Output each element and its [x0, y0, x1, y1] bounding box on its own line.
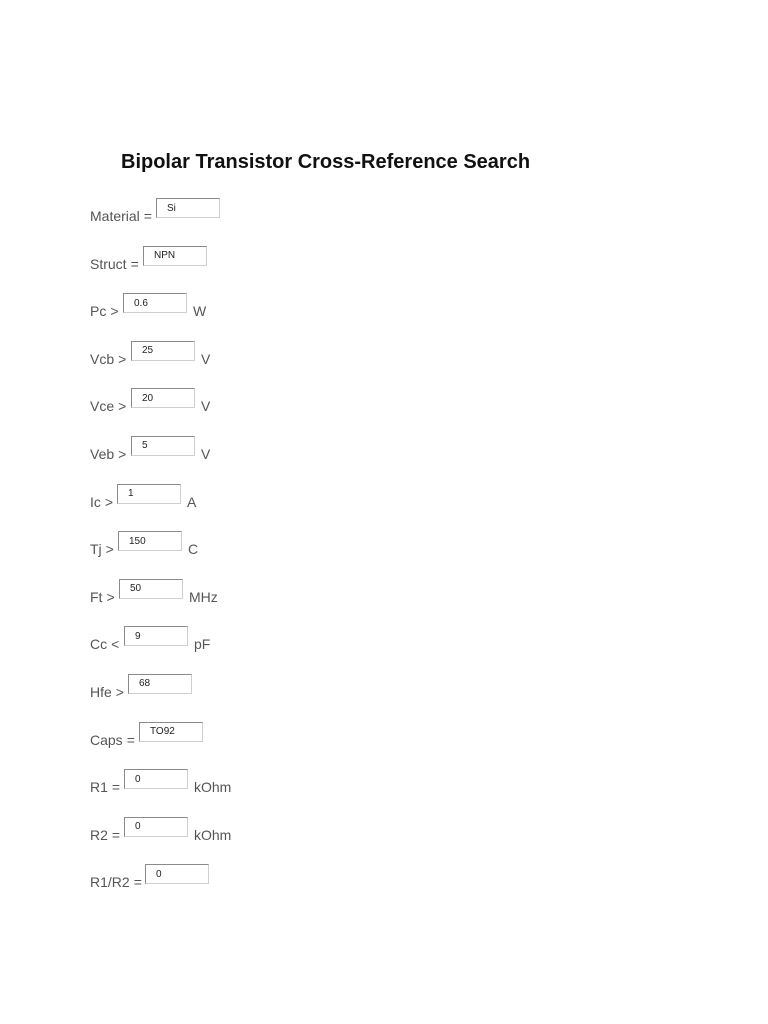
field-unit: W: [193, 303, 207, 320]
ft-input[interactable]: [119, 579, 183, 599]
field-operator: >: [118, 398, 127, 415]
r1-r2-ratio-input[interactable]: [145, 864, 209, 884]
r2-input[interactable]: [124, 817, 188, 837]
field-operator: >: [118, 445, 127, 462]
field-label: [90, 827, 120, 843]
field-label-name: R1/R2: [90, 874, 130, 891]
field-label-name: Material: [90, 208, 140, 224]
vcb-input[interactable]: [131, 341, 195, 361]
field-label-name: R1: [90, 779, 108, 796]
field-row-ic: [90, 482, 690, 530]
field-label-name: Hfe: [90, 683, 112, 700]
field-row-cc: [90, 624, 690, 672]
field-label: [90, 684, 124, 700]
material-input[interactable]: [156, 198, 220, 218]
field-unit: A: [187, 493, 197, 510]
field-label: [90, 398, 126, 414]
field-label: [90, 636, 119, 652]
field-operator: >: [115, 683, 124, 700]
field-operator: =: [130, 255, 139, 272]
field-label-name: Caps: [90, 731, 123, 748]
field-unit: MHz: [189, 588, 218, 605]
field-label: [90, 779, 120, 795]
caps-input[interactable]: [139, 722, 203, 742]
field-label-name: Vcb: [90, 350, 115, 367]
field-label-name: Ft: [90, 588, 103, 605]
cc-input[interactable]: [124, 626, 188, 646]
field-row-vce: [90, 386, 690, 434]
struct-input[interactable]: [143, 246, 207, 266]
field-row-caps: [90, 720, 690, 768]
field-label-name: Pc: [90, 303, 107, 320]
field-operator: =: [143, 208, 152, 224]
field-operator: <: [111, 636, 120, 653]
field-operator: >: [118, 350, 127, 367]
field-row-hfe: [90, 672, 690, 720]
field-unit: kOhm: [194, 826, 232, 843]
field-operator: >: [104, 493, 114, 510]
field-row-pc: [90, 291, 690, 339]
r1-input[interactable]: [124, 769, 188, 789]
field-label-name: Tj: [90, 541, 102, 558]
field-label-name: Ic: [90, 493, 101, 510]
field-label: [90, 494, 113, 510]
field-unit: C: [188, 541, 199, 558]
field-row-struct: [90, 244, 690, 292]
veb-input[interactable]: [131, 436, 195, 456]
field-unit: V: [201, 350, 211, 367]
search-form: [90, 196, 690, 910]
field-label-name: Struct: [90, 255, 127, 272]
field-label-name: Vce: [90, 398, 115, 415]
field-operator: =: [126, 731, 135, 748]
field-label: [90, 874, 142, 890]
field-row-vcb: [90, 339, 690, 387]
field-operator: =: [111, 826, 121, 843]
field-unit: pF: [194, 636, 211, 653]
ic-input[interactable]: [117, 484, 181, 504]
field-label: [90, 446, 126, 462]
field-label: [90, 589, 115, 605]
vce-input[interactable]: [131, 388, 195, 408]
field-operator: =: [111, 779, 121, 796]
field-label-name: Cc: [90, 636, 108, 653]
field-operator: >: [106, 588, 115, 605]
pc-input[interactable]: [123, 293, 187, 313]
page-title: Bipolar Transistor Cross-Reference Search: [121, 151, 531, 173]
field-row-r1: [90, 767, 690, 815]
field-label: [90, 732, 135, 748]
field-row-r2: [90, 815, 690, 863]
field-operator: =: [133, 874, 142, 891]
field-label: [90, 256, 139, 272]
field-operator: >: [110, 303, 119, 320]
field-label-name: Veb: [90, 445, 115, 462]
field-row-ft: [90, 577, 690, 625]
field-row-tj: [90, 529, 690, 577]
field-unit: V: [201, 445, 211, 462]
field-row-material: [90, 196, 690, 244]
field-label: [90, 541, 114, 557]
field-operator: >: [105, 541, 114, 558]
field-label: [90, 208, 152, 224]
hfe-input[interactable]: [128, 674, 192, 694]
field-row-r1-r2: [90, 862, 690, 910]
field-unit: kOhm: [194, 779, 232, 796]
tj-input[interactable]: [118, 531, 182, 551]
field-row-veb: [90, 434, 690, 482]
field-label: [90, 351, 126, 367]
field-label: [90, 303, 119, 319]
field-unit: V: [201, 398, 211, 415]
field-label-name: R2: [90, 826, 108, 843]
